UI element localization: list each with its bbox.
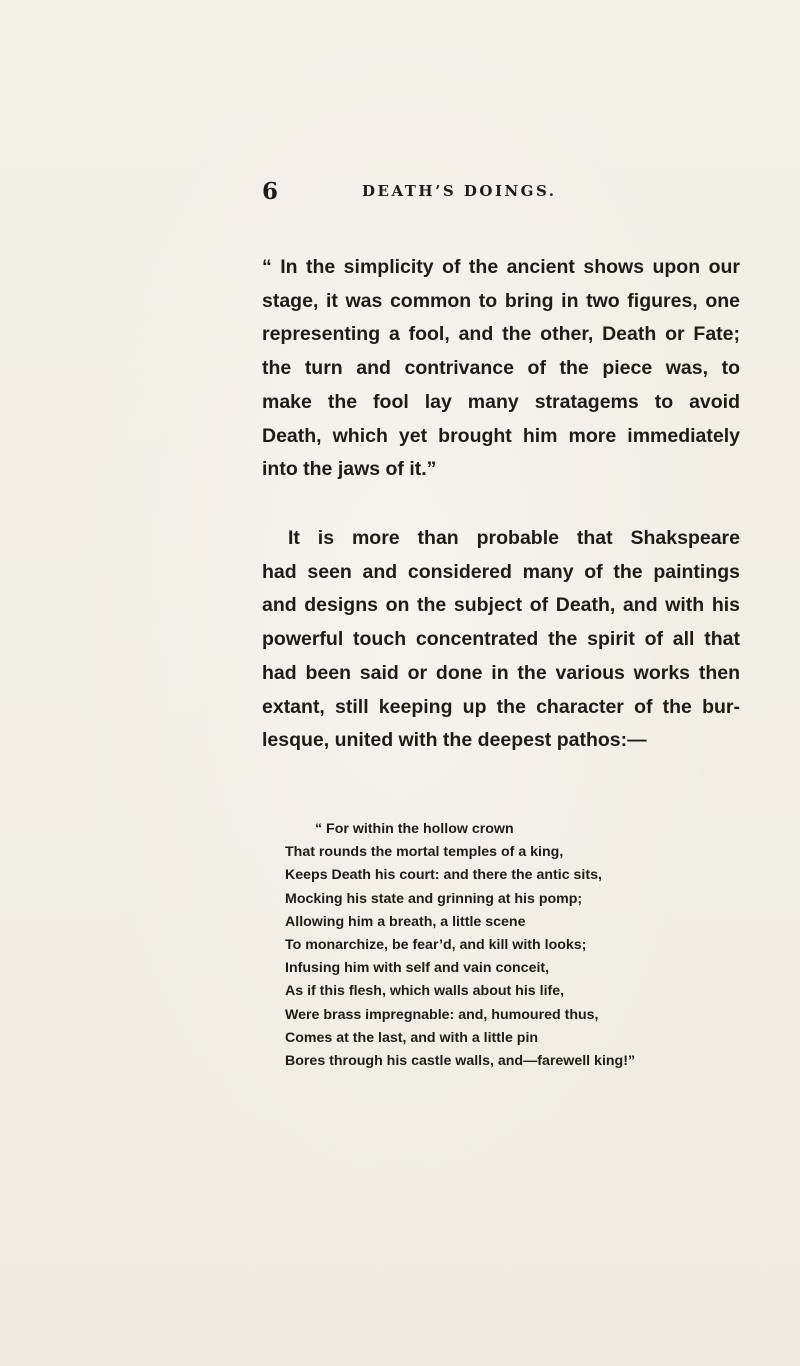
body-paragraph <box>262 522 740 758</box>
text-line: powerful touch concentrated the spirit of all that <box>262 628 740 651</box>
text-line: had been said or done in the various works then <box>262 661 740 684</box>
page-number: 6 <box>262 178 279 205</box>
poem-line: Infusing him with self and vain conceit, <box>285 960 550 977</box>
text-line: “ In the simplicity of the ancient shows upon our <box>262 256 740 278</box>
poem-line: Were brass impregnable: and, humoured thus, <box>285 1006 599 1023</box>
poem-line: Mocking his state and grinning at his pomp; <box>285 890 583 907</box>
text-line: make the fool lay many stratagems to avoid <box>262 390 740 413</box>
poem-line: Bores through his castle walls, and—farewell king!” <box>285 1053 636 1070</box>
quoted-paragraph <box>262 251 740 487</box>
text-line: stage, it was common to bring in two figures, one <box>262 289 740 312</box>
poem-line: To monarchize, be fear’d, and kill with looks; <box>285 937 587 954</box>
page-header <box>0 178 800 208</box>
text-line: into the jaws of it.” <box>262 458 437 481</box>
poem-line: Keeps Death his court: and there the antic sits, <box>285 867 602 884</box>
poem-line: As if this flesh, which walls about his life, <box>285 983 565 1000</box>
text-line: and designs on the subject of Death, and with his <box>262 594 740 617</box>
poem-line: “ For within the hollow crown <box>315 821 514 837</box>
poem-line: Comes at the last, and with a little pin <box>285 1029 539 1046</box>
text-line: lesque, united with the deepest pathos:— <box>262 729 647 752</box>
text-line: extant, still keeping up the character of the bur- <box>262 695 740 718</box>
text-line: It is more than probable that Shakspeare <box>288 527 740 549</box>
text-line: representing a fool, and the other, Death or Fate; <box>262 323 740 346</box>
poem-line: Allowing him a breath, a little scene <box>285 913 526 930</box>
poem-line: That rounds the mortal temples of a king, <box>285 844 564 861</box>
text-line: Death, which yet brought him more immediately <box>262 424 740 447</box>
text-line: the turn and contrivance of the piece was, to <box>262 357 740 380</box>
poem-quotation <box>285 818 755 1073</box>
text-line: had seen and considered many of the paintings <box>262 560 740 583</box>
running-title: DEATH’S DOINGS. <box>362 182 557 200</box>
